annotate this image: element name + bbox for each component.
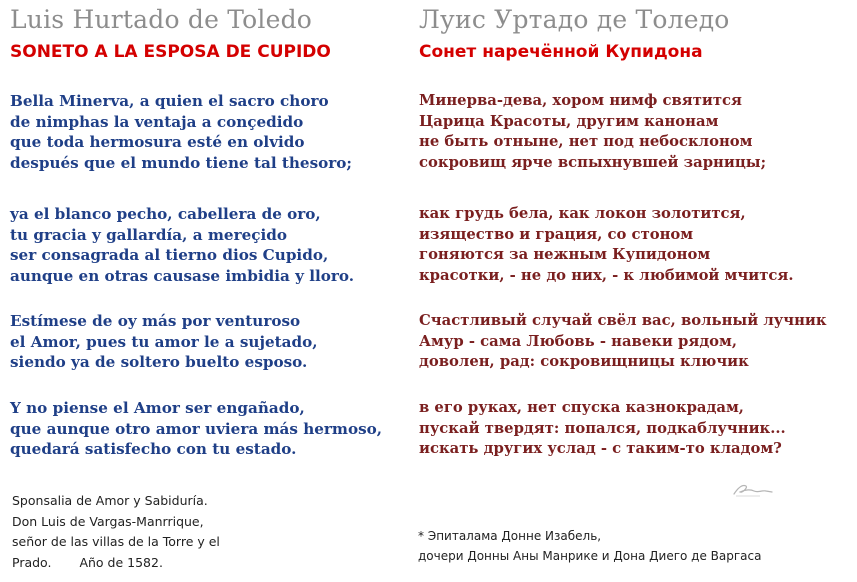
- verse-line: Y no piense el Amor ser engañado,: [10, 399, 305, 417]
- verse-line: искать других услад - с таким-то кладом?: [419, 440, 782, 458]
- verse-line: tu gracia y gallardía, a mereçido: [10, 225, 288, 244]
- verse-line: Царица Красоты, другим канонам: [419, 112, 719, 130]
- verse-line: изящество и грация, со стоном: [419, 225, 694, 243]
- source-line-last: [12, 553, 220, 574]
- verse-line: Минерва-дева, хором нимф святится: [419, 92, 742, 109]
- source-line: Don Luis de Vargas-Manrrique,: [12, 513, 204, 529]
- verse-line: aunque en otras causase imbidia y lloro.: [10, 266, 355, 285]
- verse-line: гоняются за нежным Купидоном: [419, 246, 711, 264]
- verse-line: сокровищ ярче вспыхнувшей зарницы;: [419, 153, 767, 171]
- verse-line: как грудь бела, как локон золотится,: [419, 205, 746, 222]
- spanish-title: SONETO A LA ESPOSA DE CUPIDO: [10, 42, 331, 62]
- verse-line: Bella Minerva, a quien el sacro choro: [10, 92, 329, 110]
- verse-line: не быть отныне, нет под небосклоном: [419, 133, 753, 151]
- russian-stanza-3: [419, 311, 827, 373]
- verse-line: que aunque otro amor uviera más hermoso,: [10, 419, 383, 438]
- verse-line: que toda hermosura esté en olvido: [10, 133, 305, 152]
- verse-line: quedará satisfecho con tu estado.: [10, 440, 297, 459]
- spanish-stanza-2: [10, 204, 354, 286]
- verse-line: ser consagrada al tierno dios Cupido,: [10, 246, 329, 265]
- russian-stanza-2: [419, 204, 793, 286]
- russian-title: Сонет наречённой Купидона: [419, 42, 703, 62]
- verse-line: después que el mundo tiene tal thesoro;: [10, 153, 353, 172]
- verse-line: пускай твердят: попался, подкаблучник...: [419, 419, 786, 437]
- russian-stanza-1: [419, 91, 766, 173]
- source-line: señor de las villas de la Torre y el: [12, 534, 220, 549]
- spanish-stanza-1: [10, 91, 352, 173]
- russian-author: Луис Уртадо де Толедо: [419, 5, 730, 34]
- verse-line: доволен, рад: сокровищницы ключик: [419, 353, 749, 371]
- verse-line: siendo ya de soltero buelto esposo.: [10, 353, 308, 372]
- footnote-line: дочери Донны Аны Манрике и Дона Диего де Варгаса: [418, 549, 762, 563]
- signature-mark: [730, 478, 774, 500]
- verse-line: ya el blanco pecho, cabellera de oro,: [10, 205, 321, 223]
- russian-stanza-4: [419, 398, 786, 460]
- verse-line: Амур - сама Любовь - навеки рядом,: [419, 332, 738, 350]
- spanish-stanza-3: [10, 311, 318, 373]
- source-year: Año de 1582.: [79, 554, 163, 570]
- source-place: Prado.: [12, 554, 52, 570]
- spanish-source-note: [12, 491, 220, 573]
- verse-line: в его руках, нет спуска казнокрадам,: [419, 399, 744, 416]
- verse-line: красотки, - не до них, - к любимой мчится.: [419, 266, 794, 284]
- spanish-author: Luis Hurtado de Toledo: [10, 5, 313, 34]
- russian-footnote: [418, 526, 761, 566]
- verse-line: Estímese de oy más por venturoso: [10, 312, 301, 330]
- verse-line: el Amor, pues tu amor le a sujetado,: [10, 332, 318, 351]
- source-line: Sponsalia de Amor y Sabiduría.: [12, 493, 208, 508]
- verse-line: de nimphas la ventaja a conçedido: [10, 112, 304, 131]
- spanish-stanza-4: [10, 398, 382, 460]
- footnote-line: * Эпиталама Донне Изабель,: [418, 529, 602, 543]
- verse-line: Счастливый случай свёл вас, вольный лучник: [419, 312, 827, 329]
